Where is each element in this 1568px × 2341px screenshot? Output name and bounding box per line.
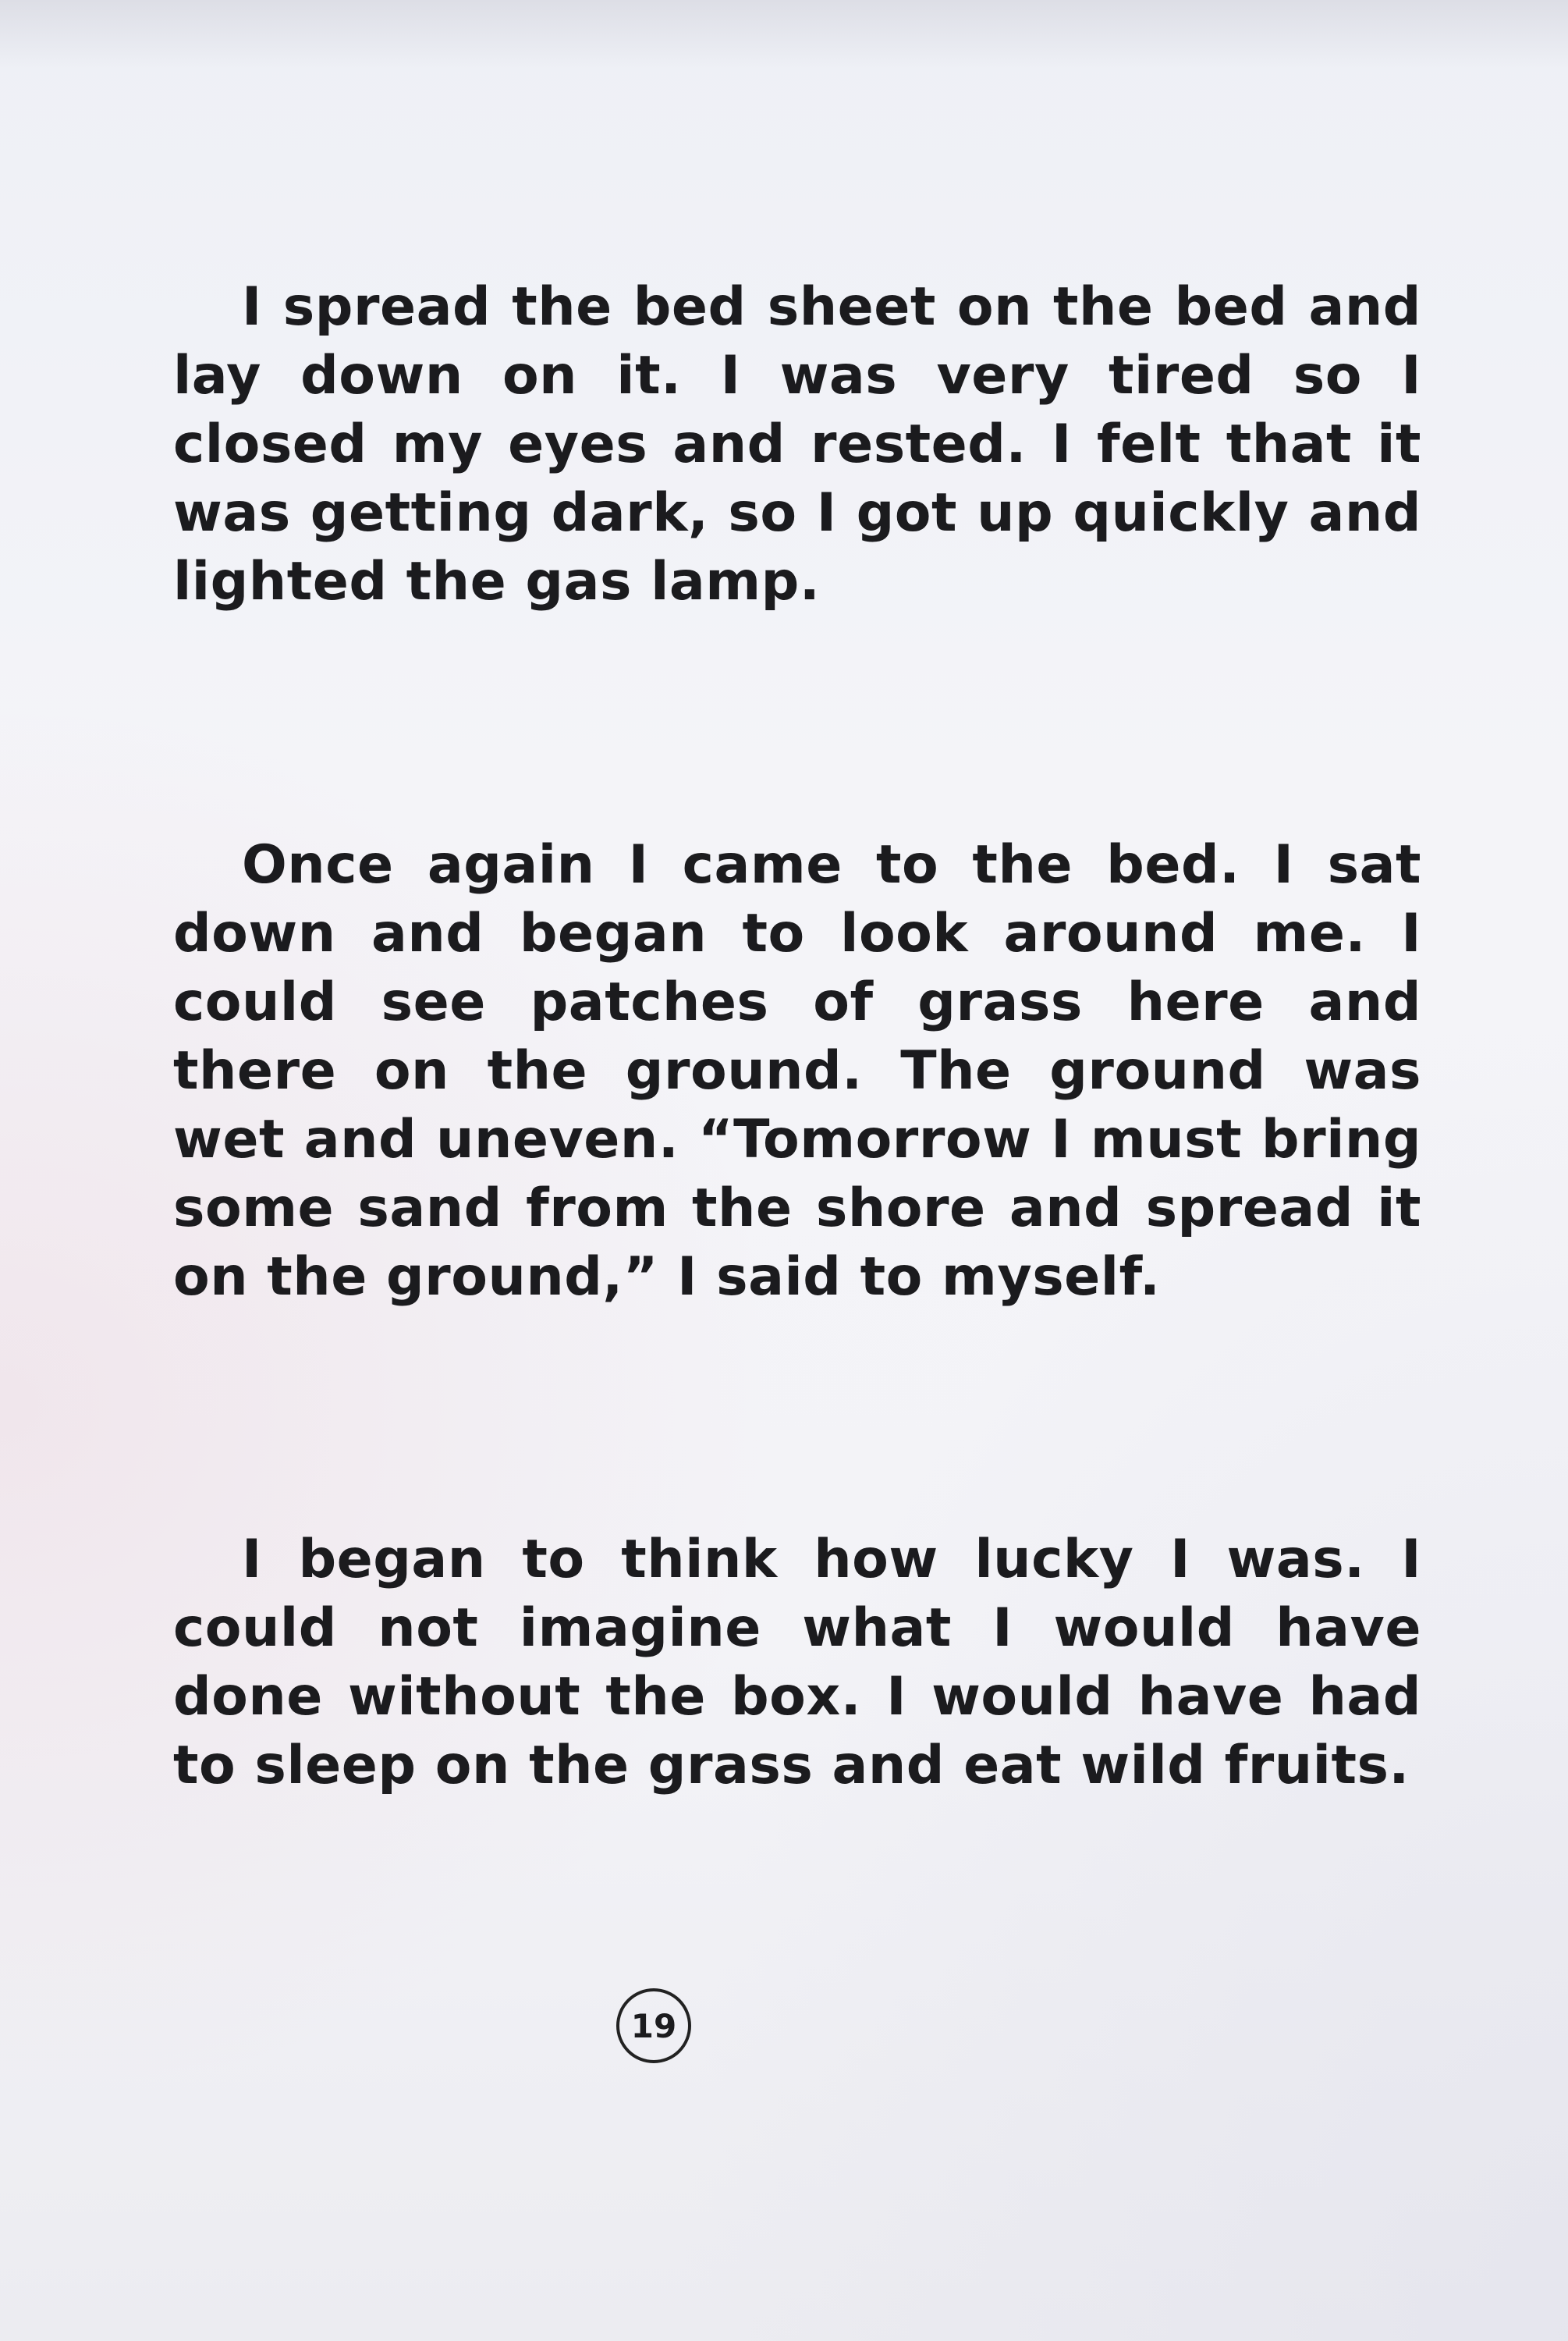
paragraph-3: I began to think how lucky I was. I could not imagine what I would have done without the box. I would have had to sleep on the grass and eat wild fruits.: [173, 1529, 1421, 1796]
page-shadow: [0, 0, 1568, 70]
page-number: 19: [616, 1988, 691, 2063]
paragraph-1: I spread the bed sheet on the bed and lay down on it. I was very tired so I closed my eyes and rested. I felt that it was getting dark, so I got up quickly and lighted the gas lamp.: [173, 276, 1421, 613]
paragraph-2: Once again I came to the bed. I sat down and began to look around me. I could see patches of grass here and there on the ground. The ground was wet and uneven. “Tomorrow I must bring some sand from the shore and spread it on the ground,” I said to myself.: [173, 834, 1421, 1308]
